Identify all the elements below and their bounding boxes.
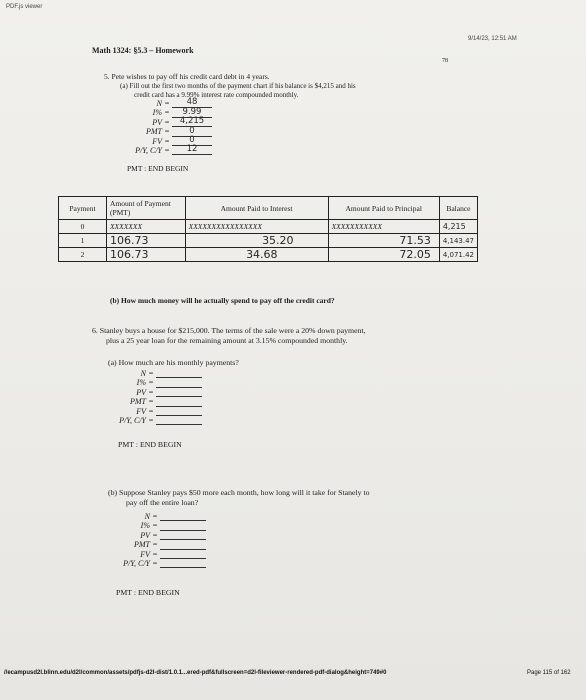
tvm-answer-blank[interactable] — [160, 549, 206, 550]
tvm-row: PMT = — [116, 397, 202, 406]
table-header-row — [59, 197, 478, 220]
tvm-answer-blank[interactable] — [156, 396, 202, 397]
tvm-row: P/Y, C/Y = 12 — [132, 146, 212, 155]
tvm-answer-blank[interactable] — [156, 406, 202, 407]
problem5-part-a-line2: credit card has a 9.99% interest rate compounded monthly. — [134, 91, 299, 99]
tvm-answer-blank[interactable] — [156, 387, 202, 388]
problem6-part-b-line1: (b) Suppose Stanley pays $50 more each month, how long will it take for Stanely to — [108, 488, 370, 497]
tvm-row: P/Y, C/Y = — [116, 416, 202, 425]
payment-number: 2 — [59, 248, 107, 262]
table-header-cell: Amount Paid to Principal — [328, 197, 439, 220]
tvm-row: N = — [120, 512, 206, 521]
tvm-answer-blank[interactable] — [160, 520, 206, 521]
doc-title: Math 1324: §5.3 – Homework — [92, 46, 194, 55]
tvm-answer-blank[interactable] — [160, 558, 206, 559]
payment-number: 0 — [59, 220, 107, 234]
problem6-part-a: (a) How much are his monthly payments? — [108, 358, 239, 367]
problem6a-pmt-mode: PMT : END BEGIN — [118, 440, 182, 449]
problem6b-tvm-list — [120, 512, 206, 568]
interest-amount: 35.20 — [185, 234, 328, 248]
tvm-answer: 48 — [172, 98, 212, 108]
principal-amount: XXXXXXXXXXX — [328, 220, 439, 234]
table-row — [59, 220, 478, 234]
tvm-answer: 0 — [172, 136, 212, 146]
tvm-row: N = — [116, 369, 202, 378]
tvm-row: PMT = — [120, 540, 206, 549]
problem5-stem: 5. Pete wishes to pay off his credit card debt in 4 years. — [104, 72, 270, 81]
tvm-row: FV = — [120, 550, 206, 559]
payment-amount: XXXXXXX — [106, 220, 185, 234]
tvm-row: I% = 9.99 — [132, 108, 212, 117]
tvm-answer-blank[interactable] — [156, 415, 202, 416]
problem5-part-b: (b) How much money will he actually spend to pay off the credit card? — [110, 296, 335, 305]
interest-amount: 34.68 — [185, 248, 328, 262]
problem5-pmt-mode: PMT : END BEGIN — [127, 164, 189, 173]
tvm-answer: 4,215 — [172, 117, 212, 127]
footer-page-count: Page 115 of 162 — [527, 670, 571, 676]
table-header-cell: Amount Paid to Interest — [185, 197, 328, 220]
problem6-line1: 6. Stanley buys a house for $215,000. The terms of the sale were a 20% down payment, — [92, 326, 366, 335]
tvm-row: N = 48 — [132, 99, 212, 108]
page-corner-number: 78 — [442, 58, 448, 64]
tvm-row: FV = 0 — [132, 137, 212, 146]
payment-number: 1 — [59, 234, 107, 248]
problem6b-pmt-mode: PMT : END BEGIN — [116, 588, 180, 597]
balance-amount: 4,143.47 — [439, 234, 477, 248]
tvm-row: I% = — [120, 521, 206, 530]
principal-amount: 71.53 — [328, 234, 439, 248]
tvm-row: PMT = 0 — [132, 127, 212, 136]
table-header-cell: Payment — [59, 197, 107, 220]
problem6-line2: plus a 25 year loan for the remaining amount at 3.15% compounded monthly. — [106, 336, 348, 345]
principal-amount: 72.05 — [328, 248, 439, 262]
tvm-answer-blank[interactable] — [160, 567, 206, 568]
balance-amount: 4,071.42 — [439, 248, 477, 262]
tvm-row: I% = — [116, 378, 202, 387]
balance-amount: 4,215 — [439, 220, 477, 234]
table-header-cell: Balance — [439, 197, 477, 220]
problem6a-tvm-list — [116, 369, 202, 425]
tvm-answer: 12 — [172, 145, 212, 155]
problem5-part-a-line1: (a) Fill out the first two months of the payment chart if his balance is $4,215 and his — [120, 82, 356, 90]
tvm-answer-blank[interactable] — [156, 424, 202, 425]
interest-amount: XXXXXXXXXXXXXXXX — [185, 220, 328, 234]
payment-table — [58, 196, 478, 262]
tvm-answer: 9.99 — [172, 108, 212, 118]
problem5-tvm-list — [132, 99, 212, 155]
table-header-cell: Amount of Payment (PMT) — [106, 197, 185, 220]
problem6-part-b-line2: pay off the entire loan? — [126, 498, 199, 507]
print-datetime: 9/14/23, 12:51 AM — [468, 36, 517, 42]
table-row — [59, 234, 478, 248]
tvm-answer: 0 — [172, 127, 212, 137]
tvm-answer-blank[interactable] — [160, 530, 206, 531]
viewer-title: PDF.js viewer — [6, 4, 43, 10]
tvm-row: FV = — [116, 407, 202, 416]
table-row — [59, 248, 478, 262]
footer-url: //ecampusd2l.blinn.edu/d2l/common/assets/pdfjs-d2l-dist/1.0.1...ered-pdf&fullscreen=d2l-fileviewer-rendered-pdf-dialog&height=749#0 — [4, 670, 387, 676]
tvm-row: PV = — [120, 531, 206, 540]
payment-amount: 106.73 — [106, 234, 185, 248]
tvm-answer-blank[interactable] — [160, 539, 206, 540]
tvm-row: P/Y, C/Y = — [120, 559, 206, 568]
tvm-row: PV = — [116, 388, 202, 397]
payment-amount: 106.73 — [106, 248, 185, 262]
tvm-row: PV = 4,215 — [132, 118, 212, 127]
tvm-answer-blank[interactable] — [156, 377, 202, 378]
